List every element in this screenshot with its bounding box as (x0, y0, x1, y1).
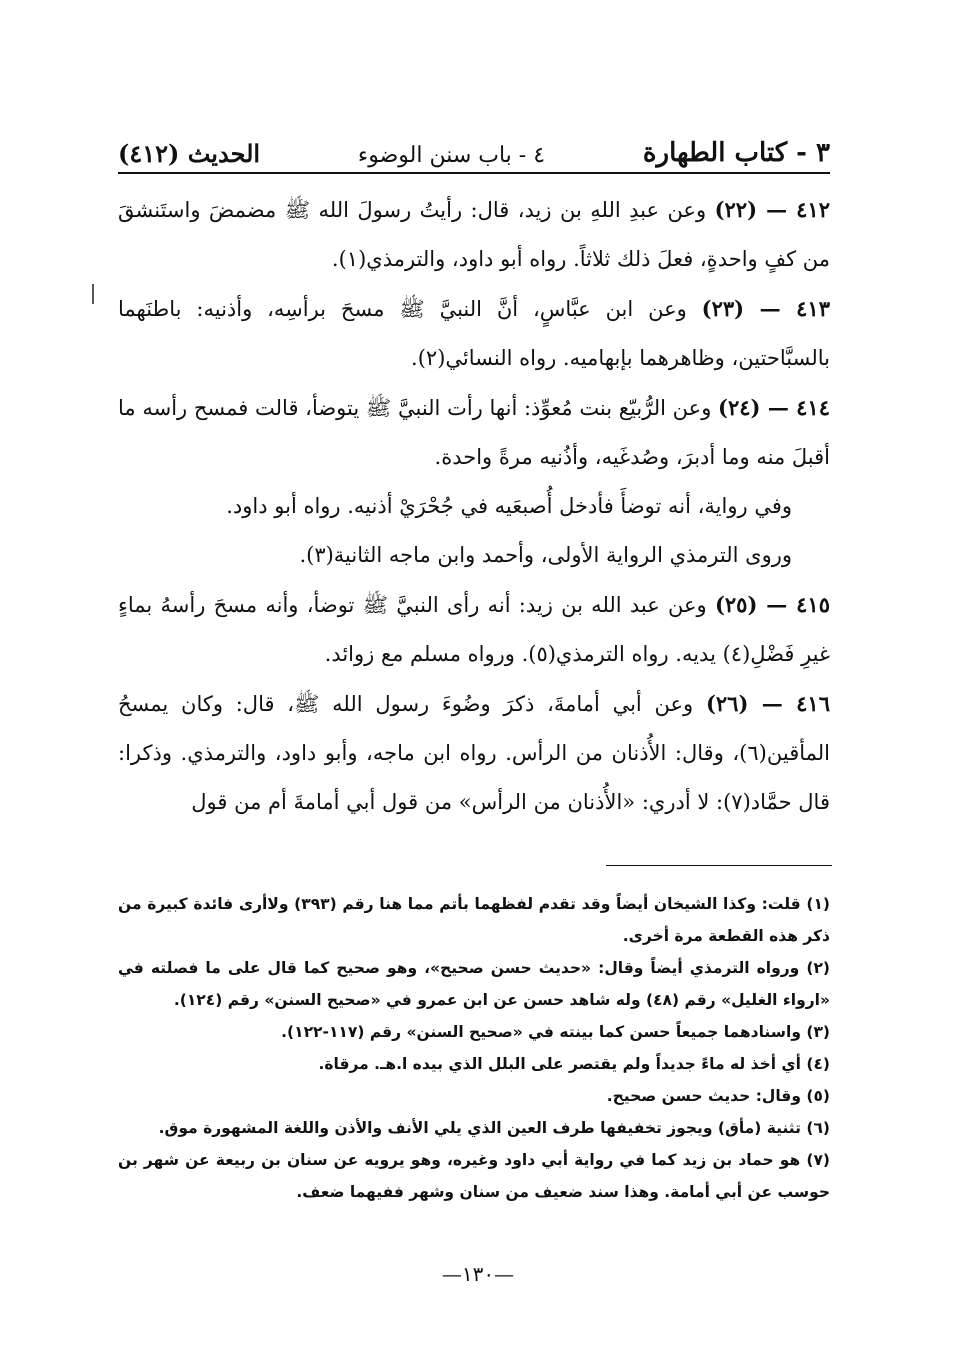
hadith-text: وعن عبد الله بن زيد: أنه رأى النبيَّ ﷺ توضأ، وأنه مسحَ رأسهُ بماءٍ غيرِ فَضْلِ(٤) يديه. رواه الترمذي(٥). ورواه مسلم مع زوائد. (118, 593, 830, 666)
hadith-number: ٤١٥ — (٢٥) (714, 592, 830, 617)
hadith-text: وعن ابن عبَّاسٍ، أنَّ النبيَّ ﷺ مسحَ برأسِه، وأذنيه: باطنَهما بالسبَّاحتين، وظاهرهما بإبهاميه. رواه النسائي(٢). (118, 297, 830, 370)
chapter-title (643, 138, 830, 168)
tirmidhi-note: وروى الترمذي الرواية الأولى، وأحمد وابن ماجه الثانية(٣). (299, 543, 792, 567)
hadith-text: وعن أبي أمامةَ، ذكرَ وضُوءَ رسول الله ﷺ، قال: وكان يمسحُ المأقين(٦)، وقال: الأُذنان من الرأس. رواه ابن ماجه، وأبو داود، والترمذي. وذكرا: قال حمَّاد(٧): لا أدري: «الأُذنان من الرأس» من قول أبي أمامةَ أم من قول (118, 692, 830, 814)
riwaya-note: وفي رواية، أنه توضأَ فأدخل أُصبعَيه في جُحْرَيْ أذنيه. رواه أبو داود. (226, 494, 792, 518)
footnotes (118, 888, 830, 1208)
footnote-2: (٢) ورواه الترمذي أيضاً وقال: «حديث حسن صحيح»، وهو صحيح كما قال على ما فصلته في «ارواء الغليل» رقم (٤٨) وله شاهد حسن عن ابن عمرو في «صحيح السنن» رقم (١٢٤). (118, 959, 830, 1009)
running-header (118, 118, 830, 168)
hadith-415 (118, 580, 830, 679)
main-text (118, 185, 830, 827)
footnote-4: (٤) أي أخذ له ماءً جديداً ولم يقتصر على البلل الذي بيده ا.هـ. مرقاة. (318, 1055, 830, 1073)
hadith-reference: الحديث (٤١٢) (118, 139, 261, 168)
footnote-divider (606, 865, 832, 866)
hadith-416 (118, 679, 830, 827)
header-divider (118, 172, 830, 174)
hadith-413 (118, 284, 830, 383)
footnote-3: (٣) واسنادهما جميعاً حسن كما بينته في «صحيح السنن» رقم (١١٧-١٢٢). (281, 1023, 830, 1041)
footnote-5: (٥) وقال: حديث حسن صحيح. (606, 1087, 830, 1105)
hadith-414 (118, 383, 830, 482)
hadith-number: ٤١٦ — (٢٦) (705, 691, 830, 716)
hadith-text: وعن الرُّبيّع بنت مُعوِّذ: أنها رأت النبيَّ ﷺ يتوضأ، قالت فمسح رأسه ما أقبلَ منه وما أدبرَ، وصُدغَيه، وأذُنيه مرةً واحدة. (118, 396, 830, 469)
footnote-7: (٧) هو حماد بن زيد كما في رواية أبي داود وغيره، وهو يرويه عن سنان بن ربيعة عن شهر بن حوسب عن أبي أمامة. وهذا سند ضعيف من سنان وشهر ففيهما ضعف. (118, 1151, 830, 1201)
chapter-label: ٣ - كتاب الطهارة (642, 138, 830, 168)
hadith-text: وعن عبدِ اللهِ بن زيد، قال: رأيتُ رسولَ الله ﷺ مضمضَ واستَنشقَ من كفٍ واحدةٍ، فعلَ ذلك ثلاثاً. رواه أبو داود، والترمذي(١). (118, 198, 830, 271)
footnote-6: (٦) تثنية (مأق) ويجوز تخفيفها طرف العين الذي يلي الأنف والأذن واللغة المشهورة موق. (158, 1119, 830, 1137)
hadith-number: ٤١٣ — (٢٣) (701, 296, 830, 321)
margin-mark (92, 284, 94, 304)
footnote-1: (١) قلت: وكذا الشيخان أيضاً وقد تقدم لفظهما بأتم مما هنا رقم (٣٩٣) ولاأرى فائدة كبيرة من ذكر هذه القطعة مرة أخرى. (118, 895, 830, 945)
hadith-number: ٤١٤ — (٢٤) (718, 395, 830, 420)
page-number: —١٣٠— (441, 1262, 515, 1286)
section-title: ٤ - باب سنن الوضوء (357, 143, 546, 168)
hadith-412 (118, 185, 830, 284)
hadith-number: ٤١٢ — (٢٢) (714, 197, 830, 222)
